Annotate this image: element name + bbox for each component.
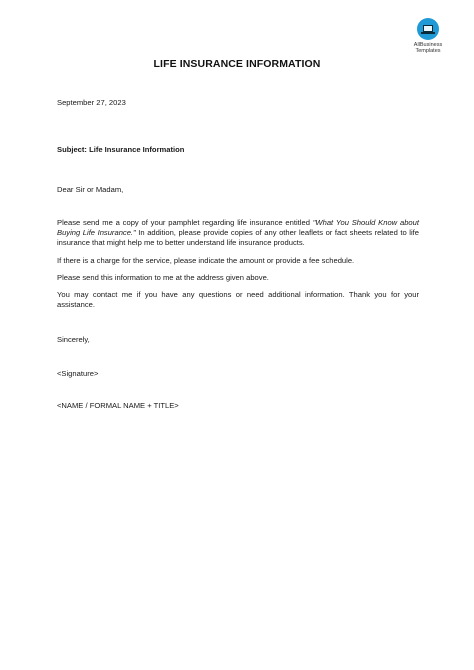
paragraph-1-text-start: Please send me a copy of your pamphlet regarding life insurance entitled: [57, 218, 313, 227]
page-title: LIFE INSURANCE INFORMATION: [153, 58, 321, 70]
letter-paragraph-1: [57, 218, 419, 249]
letter-subject: Subject: Life Insurance Information: [57, 145, 185, 154]
letter-paragraph-3: Please send this information to me at the address given above.: [57, 273, 269, 282]
letter-salutation: Dear Sir or Madam,: [57, 185, 124, 194]
allbusiness-templates-logo: [408, 18, 448, 54]
paragraph-1-text-end: In addition, please provide copies of any other leaflets or fact sheets related to life insurance that might help me to better understand life insurance products.: [57, 228, 419, 248]
letter-closing: Sincerely,: [57, 335, 90, 344]
laptop-icon: [417, 18, 439, 40]
letter-date: September 27, 2023: [57, 98, 126, 107]
letter-paragraph-2: If there is a charge for the service, please indicate the amount or provide a fee schedule.: [57, 256, 355, 265]
letter-paragraph-4: You may contact me if you have any questions or need additional information. Thank you for your assistance.: [57, 290, 419, 310]
pamphlet-title: "What You Should Know about Buying Life Insurance.": [57, 218, 419, 238]
logo-text: AllBusiness Templates: [413, 42, 443, 54]
letter-signature: <Signature>: [57, 369, 99, 378]
letter-name-title: <NAME / FORMAL NAME + TITLE>: [57, 401, 179, 410]
